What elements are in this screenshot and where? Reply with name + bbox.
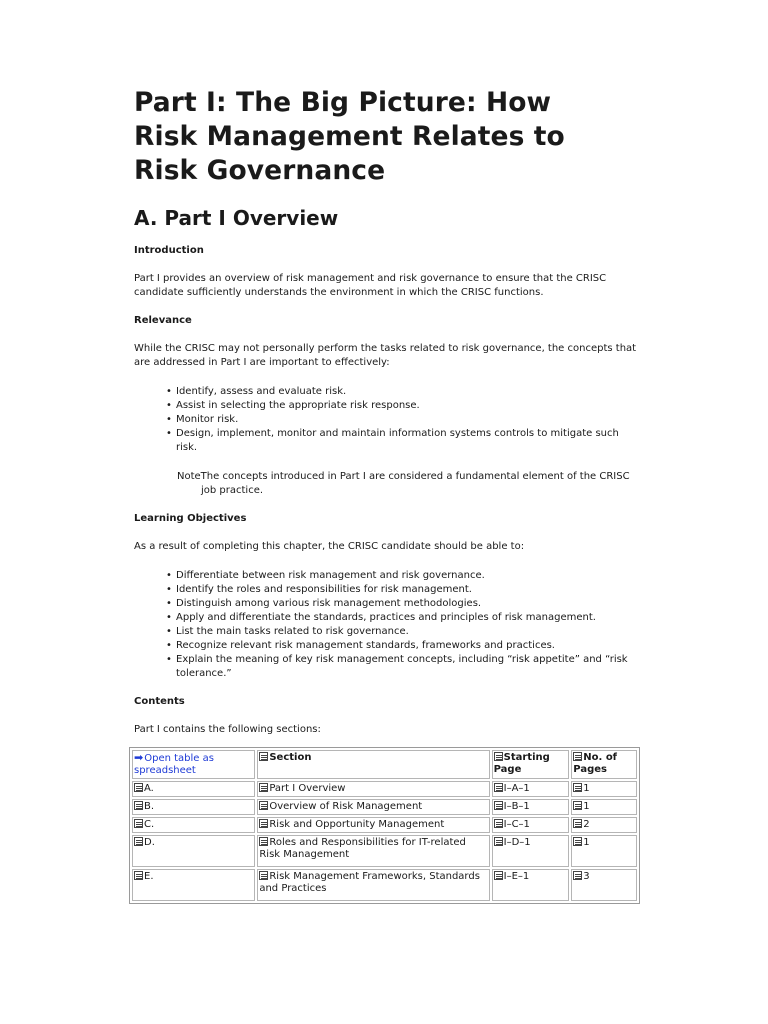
learning-objectives-list: [134, 569, 644, 681]
title-line-3: Risk Governance: [134, 155, 386, 186]
table-cell-icon: [259, 752, 268, 761]
list-item: • Differentiate between risk management and risk governance.: [166, 570, 485, 581]
contents-text: Part I contains the following sections:: [134, 724, 321, 735]
table-row: [132, 799, 637, 815]
header-no-of-pages: No. of Pages: [571, 750, 637, 779]
table-cell-icon: [573, 752, 582, 761]
row-pages: 1: [571, 835, 637, 867]
row-start: I–C–1: [492, 817, 570, 833]
list-item: • List the main tasks related to risk governance.: [166, 626, 409, 637]
table-cell-icon: [259, 871, 268, 880]
relevance-list: [134, 385, 644, 455]
row-section: Overview of Risk Management: [257, 799, 489, 815]
table-cell-icon: [259, 801, 268, 810]
row-pages: 1: [571, 781, 637, 797]
table-cell-icon: [494, 871, 503, 880]
list-item: • Apply and differentiate the standards, practices and principles of risk management.: [166, 612, 596, 623]
page-title: [134, 86, 644, 188]
list-item: • Identify, assess and evaluate risk.: [166, 386, 347, 397]
list-item: • Design, implement, monitor and maintain information systems controls to mitigate such risk.: [166, 428, 619, 453]
table-cell-icon: [134, 819, 143, 828]
list-item: • Monitor risk.: [166, 414, 239, 425]
note-line-2: job practice.: [201, 485, 264, 496]
row-start: I–D–1: [492, 835, 570, 867]
row-section: Part I Overview: [257, 781, 489, 797]
row-id: E.: [132, 869, 255, 901]
table-row: [132, 835, 637, 867]
table-cell-icon: [494, 819, 503, 828]
contents-table: [129, 747, 640, 904]
row-section: Roles and Responsibilities for IT-related Risk Management: [257, 835, 489, 867]
open-table-link[interactable]: Open table as spreadsheet: [134, 753, 214, 776]
row-start: I–B–1: [492, 799, 570, 815]
row-pages: 2: [571, 817, 637, 833]
table-row: [132, 781, 637, 797]
table-cell-icon: [494, 837, 503, 846]
row-section: Risk and Opportunity Management: [257, 817, 489, 833]
list-item: • Explain the meaning of key risk management concepts, including “risk appetite” and “risk tolerance.”: [166, 654, 628, 679]
title-line-1: Part I: The Big Picture: How: [134, 87, 552, 118]
list-item: • Distinguish among various risk management methodologies.: [166, 598, 482, 609]
row-pages: 3: [571, 869, 637, 901]
row-id: C.: [132, 817, 255, 833]
section-heading: A. Part I Overview: [134, 206, 339, 230]
relevance-text: While the CRISC may not personally perform the tasks related to risk governance, the concepts that are addressed in Part I are important to effectively:: [134, 343, 637, 368]
header-starting-page: Starting Page: [492, 750, 570, 779]
table-cell-icon: [134, 837, 143, 846]
row-id: B.: [132, 799, 255, 815]
open-spreadsheet-cell[interactable]: [132, 750, 255, 779]
learning-objectives-heading: Learning Objectives: [134, 513, 247, 524]
introduction-heading: Introduction: [134, 245, 204, 256]
table-row: [132, 817, 637, 833]
table-cell-icon: [494, 783, 503, 792]
row-start: I–A–1: [492, 781, 570, 797]
table-cell-icon: [573, 871, 582, 880]
table-cell-icon: [134, 871, 143, 880]
introduction-text: Part I provides an overview of risk management and risk governance to ensure that the CRISC candidate sufficiently understands the environment in which the CRISC functions.: [134, 273, 607, 298]
document-page: [134, 86, 644, 904]
relevance-heading: Relevance: [134, 315, 192, 326]
row-id: A.: [132, 781, 255, 797]
table-cell-icon: [134, 801, 143, 810]
list-item: • Recognize relevant risk management standards, frameworks and practices.: [166, 640, 555, 651]
table-cell-icon: [259, 819, 268, 828]
note: [177, 470, 644, 498]
table-cell-icon: [259, 837, 268, 846]
row-start: I–E–1: [492, 869, 570, 901]
table-cell-icon: [573, 819, 582, 828]
table-cell-icon: [494, 752, 503, 761]
note-line-1: NoteThe concepts introduced in Part I are considered a fundamental element of the CRISC: [177, 471, 630, 482]
table-cell-icon: [573, 837, 582, 846]
table-cell-icon: [259, 783, 268, 792]
learning-objectives-text: As a result of completing this chapter, the CRISC candidate should be able to:: [134, 541, 525, 552]
table-cell-icon: [134, 783, 143, 792]
contents-heading: Contents: [134, 696, 185, 707]
header-section: Section: [257, 750, 489, 779]
table-cell-icon: [573, 783, 582, 792]
table-cell-icon: [494, 801, 503, 810]
table-header-row: [132, 750, 637, 779]
table-row: [132, 869, 637, 901]
list-item: • Identify the roles and responsibilities for risk management.: [166, 584, 472, 595]
list-item: • Assist in selecting the appropriate risk response.: [166, 400, 420, 411]
arrow-right-icon: ➡: [134, 751, 144, 764]
title-line-2: Risk Management Relates to: [134, 121, 565, 152]
row-id: D.: [132, 835, 255, 867]
row-pages: 1: [571, 799, 637, 815]
table-cell-icon: [573, 801, 582, 810]
row-section: Risk Management Frameworks, Standards and Practices: [257, 869, 489, 901]
